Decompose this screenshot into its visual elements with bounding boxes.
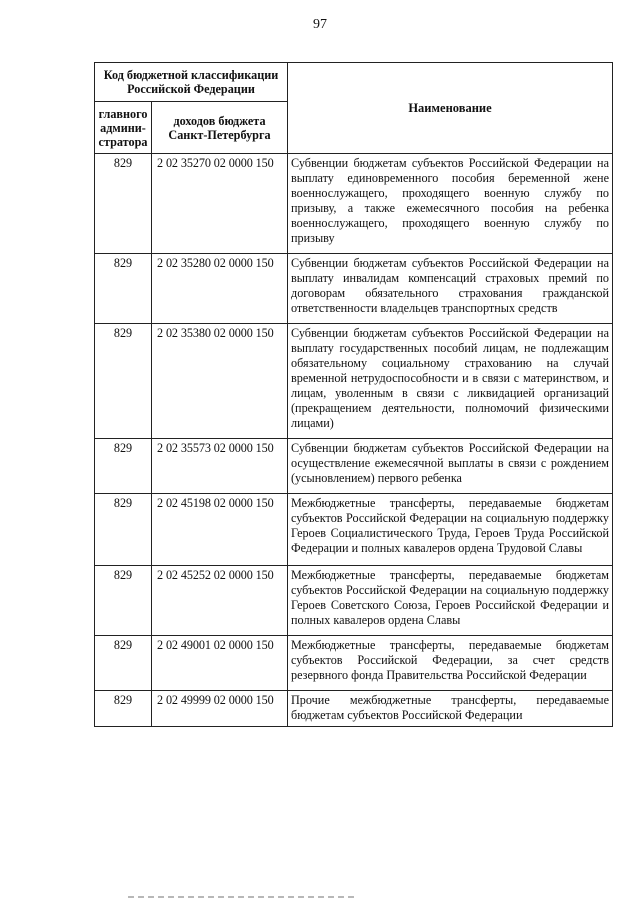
cell-admin-code: 829 bbox=[95, 636, 152, 691]
cell-name: Субвенции бюджетам субъектов Российской Федерации на выплату единовременного пособия беременной жене военнослужащего, проходящего военную службу по призыву, а также ежемесячного пособия на ребенка военнослужащего, проходящего военную службу по призыву bbox=[288, 154, 613, 254]
header-admin: главного админи-стратора bbox=[95, 102, 152, 154]
table-body bbox=[95, 154, 613, 727]
table-row bbox=[95, 566, 613, 636]
table-row bbox=[95, 691, 613, 727]
cell-admin-code: 829 bbox=[95, 154, 152, 254]
cell-name: Межбюджетные трансферты, передаваемые бюджетам субъектов Российской Федерации на социальную поддержку Героев Советского Союза, Героев Российской Федерации и полных кавалеров ордена Славы bbox=[288, 566, 613, 636]
table-header bbox=[95, 63, 613, 154]
cell-name: Прочие межбюджетные трансферты, передаваемые бюджетам субъектов Российской Федерации bbox=[288, 691, 613, 727]
table-row bbox=[95, 439, 613, 494]
cell-revenue-code: 2 02 35573 02 0000 150 bbox=[152, 439, 288, 494]
cell-revenue-code: 2 02 49001 02 0000 150 bbox=[152, 636, 288, 691]
cell-admin-code: 829 bbox=[95, 324, 152, 439]
cell-name: Субвенции бюджетам субъектов Российской Федерации на осуществление ежемесячной выплаты в связи с рождением (усыновлением) первого ребенка bbox=[288, 439, 613, 494]
cell-revenue-code: 2 02 35270 02 0000 150 bbox=[152, 154, 288, 254]
cell-name: Субвенции бюджетам субъектов Российской Федерации на выплату государственных пособий лицам, не подлежащим обязательному социальному страхованию на случай временной нетрудоспособности и в связи с материнством, и лицам, уволенным в связи с ликвидацией организаций (прекращением деятельности, полномочий физическими лицами) bbox=[288, 324, 613, 439]
budget-classification-table bbox=[94, 62, 613, 727]
table-row bbox=[95, 494, 613, 566]
header-row-group bbox=[95, 63, 613, 102]
cell-admin-code: 829 bbox=[95, 691, 152, 727]
page-number: 97 bbox=[313, 17, 327, 32]
cell-revenue-code: 2 02 45198 02 0000 150 bbox=[152, 494, 288, 566]
table-row bbox=[95, 254, 613, 324]
cell-admin-code: 829 bbox=[95, 494, 152, 566]
table-row bbox=[95, 324, 613, 439]
cell-admin-code: 829 bbox=[95, 254, 152, 324]
table-row bbox=[95, 154, 613, 254]
cell-revenue-code: 2 02 45252 02 0000 150 bbox=[152, 566, 288, 636]
cell-name: Субвенции бюджетам субъектов Российской Федерации на выплату инвалидам компенсаций страховых премий по договорам обязательного страхования гражданской ответственности владельцев транспортных средств bbox=[288, 254, 613, 324]
cell-name: Межбюджетные трансферты, передаваемые бюджетам субъектов Российской Федерации на социальную поддержку Героев Социалистического Труда, Героев Труда Российской Федерации и полных кавалеров ордена Трудовой Славы bbox=[288, 494, 613, 566]
cell-admin-code: 829 bbox=[95, 439, 152, 494]
cell-admin-code: 829 bbox=[95, 566, 152, 636]
header-name: Наименование bbox=[288, 63, 613, 154]
cell-revenue-code: 2 02 49999 02 0000 150 bbox=[152, 691, 288, 727]
header-group-label: Код бюджетной классификации Российской Федерации bbox=[95, 63, 288, 102]
header-code: доходов бюджета Санкт-Петербурга bbox=[152, 102, 288, 154]
table-row bbox=[95, 636, 613, 691]
cell-name: Межбюджетные трансферты, передаваемые бюджетам субъектов Российской Федерации, за счет средств резервного фонда Правительства Российской Федерации bbox=[288, 636, 613, 691]
cell-revenue-code: 2 02 35280 02 0000 150 bbox=[152, 254, 288, 324]
footer-scan-mark bbox=[128, 896, 358, 898]
cell-revenue-code: 2 02 35380 02 0000 150 bbox=[152, 324, 288, 439]
